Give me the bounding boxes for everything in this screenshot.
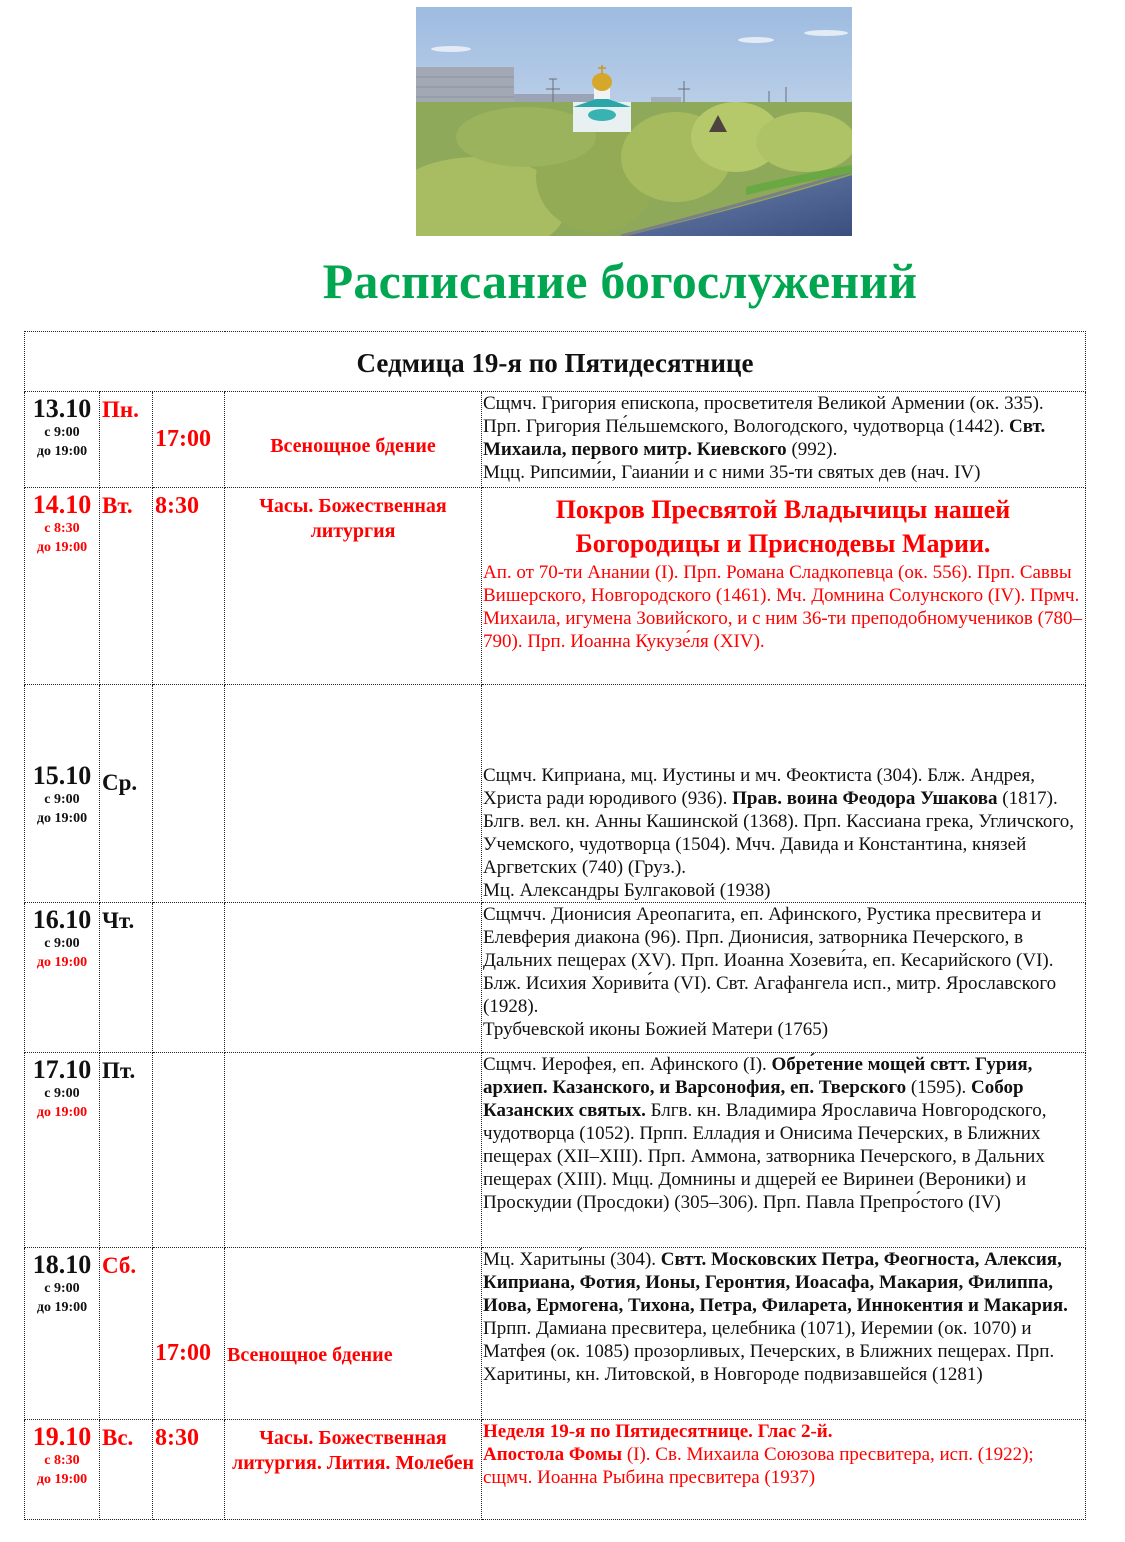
open-from: с 9:00 [44,425,80,440]
table-row [25,392,1086,488]
service-cell [225,488,482,685]
church-landscape-photo [416,7,852,236]
date: 14.10 [32,490,92,519]
saints-cell [482,1420,1086,1520]
open-from: с 9:00 [44,936,80,951]
weekday-cell [100,903,153,1053]
weekday-cell [100,1248,153,1420]
saints-cell [482,392,1086,488]
saints-cell [482,488,1086,685]
date-cell [25,1053,100,1248]
saints-text: (992). [786,439,838,460]
table-row [25,1248,1086,1420]
saints-text: Мц. Александры Булгаковой (1938) [483,880,771,901]
open-to: до 19:00 [36,1472,88,1487]
service-time: 17:00 [155,1340,211,1366]
saints-cell [482,685,1086,903]
service-cell [225,392,482,488]
saints-text-bold: Апостола Фомы [483,1444,623,1465]
open-from: с 9:00 [44,792,80,807]
table-row [25,1420,1086,1520]
saints-cell [482,903,1086,1053]
table-row [25,903,1086,1053]
date: 17.10 [32,1055,92,1084]
time-cell [153,685,225,903]
saints-text: (I). Св. Михаила Союзова пресвитера, исп. (1922); сщмч. Иоанна Рыбина пресвитера (1937) [483,1444,1034,1488]
saints-text-bold: Собор Казанских святых. [483,1077,1024,1121]
weekday: Ср. [102,769,138,795]
saints-text: Трубчевской иконы Божией Матери (1765) [483,1019,829,1040]
time-cell [153,1420,225,1520]
saints-text: (1595). [906,1077,972,1098]
weekday-cell [100,392,153,488]
weekday: Вс. [102,1425,134,1450]
weekday: Вт. [102,493,133,518]
time-cell [153,488,225,685]
table-row [25,685,1086,903]
saints-text: Сщмч. Григория епископа, просветителя Великой Армении (ок. 335). Прп. Григория Пе́льшемского, Вологодского, чудотворца (1442). [483,393,1044,437]
date-cell [25,1420,100,1520]
saints-text: Блгв. кн. Владимира Ярославича Новгородского, чудотворца (1052). Прпп. Елладия и Онисима Печерских, в Ближних пещерах (XII–XIII). Прп. Аммона, затворника Печерского, в Дальних пещерах (XIII). Мцц. Домнины и дщерей ее Виринеи (Вероники) и Проскудии (Просдоки) (305–306). Прп. Павла Препро́стого (IV) [483,1100,1047,1213]
weekday-cell [100,488,153,685]
weekday: Пт. [102,1058,136,1083]
service-cell [225,1420,482,1520]
weekday-cell [100,685,153,903]
service-time: 17:00 [155,426,211,452]
date-cell [25,392,100,488]
week-header-row [25,332,1086,392]
open-from: с 9:00 [44,1281,80,1296]
service-name: Часы. Божественная литургия. Лития. Молебен [231,1427,475,1474]
saints-text-bold: Свт. Михаила, первого митр. Киевского [483,416,1046,460]
saints-text: Сщмчч. Дионисия Ареопагита, еп. Афинского, Рустика пресвитера и Елевферия диакона (96). Прп. Дионисия, затворника Печерского, в Дальних пещерах (XV). Прп. Иоанна Хозеви́та, еп. Кесарийского (VI). Блж. Исихия Хориви́та (VI). Свт. Агафангела исп., митр. Ярославского (1928). [483,904,1057,1017]
open-from: с 8:30 [44,521,80,536]
open-to: до 19:00 [36,444,88,459]
time-cell [153,392,225,488]
service-cell [225,685,482,903]
date-cell [25,685,100,903]
open-to: до 19:00 [36,540,88,555]
saints-text: Сщмч. Киприана, мц. Иустины и мч. Феоктиста (304). Блж. Андрея, Христа ради юродивого (936). [483,765,1036,809]
date: 13.10 [32,394,92,423]
date: 16.10 [32,905,92,934]
open-to: до 19:00 [36,811,88,826]
schedule-table [24,331,1086,1520]
saints-text: Прпп. Дамиана пресвитера, целебника (1071), Иеремии (ок. 1070) и Матфея (ок. 1085) прозорливых, Печерских, в Ближних пещерах. Прп. Харитины, кн. Литовской, в Новгороде подвизавшейся (1281) [483,1318,1055,1385]
open-to: до 19:00 [36,955,88,970]
time-cell [153,1053,225,1248]
date-cell [25,903,100,1053]
page-title: Расписание богослужений [322,253,918,309]
service-name: Всенощное бдение [227,1344,393,1366]
open-from: с 9:00 [44,1086,80,1101]
feast-title: Покров Пресвятой Владычицы нашей Богородицы и Приснодевы Марии. [555,495,1011,558]
service-name: Всенощное бдение [270,435,436,457]
saints-text-bold: Неделя 19-я по Пятидесятнице. Глас 2-й. [483,1421,833,1442]
church-landscape-icon [416,7,852,236]
date: 15.10 [32,761,92,790]
saints-text-bold: Прав. воина Феодора Ушакова [732,788,998,809]
table-row [25,488,1086,685]
service-cell [225,1053,482,1248]
week-title: Седмица 19-я по Пятидесятнице [25,332,1086,392]
saints-text-bold: Свтт. Московских Петра, Феогноста, Алексия, Киприана, Фотия, Ионы, Геронтия, Иоасафа, Макария, Филиппа, Иова, Ермогена, Тихона, Петра, Филарета, Иннокентия и Макария. [483,1249,1068,1316]
weekday-cell [100,1053,153,1248]
service-name: Часы. Божественная литургия [259,495,447,542]
saints-text: Мц. Хариты́ны (304). [483,1249,661,1270]
open-from: с 8:30 [44,1453,80,1468]
service-time: 8:30 [155,1425,199,1451]
open-to: до 19:00 [36,1105,88,1120]
date-cell [25,488,100,685]
weekday: Чт. [102,908,135,933]
service-cell [225,1248,482,1420]
service-cell [225,903,482,1053]
saints-cell [482,1248,1086,1420]
open-to: до 19:00 [36,1300,88,1315]
date: 19.10 [32,1422,92,1451]
date: 18.10 [32,1250,92,1279]
table-row [25,1053,1086,1248]
weekday: Сб. [102,1253,137,1278]
weekday: Пн. [102,397,139,422]
time-cell [153,1248,225,1420]
date-cell [25,1248,100,1420]
saints-text: Мцц. Рипсими́и, Гаиани́и и с ними 35-ти святых дев (нач. IV) [483,462,981,483]
saints-cell [482,1053,1086,1248]
saints-text: Ап. от 70-ти Анании (I). Прп. Романа Сладкопевца (ок. 556). Прп. Саввы Вишерского, Новгородского (1461). Мч. Домнина Солунского (IV). Прмч. Михаила, игумена Зовийского, и с ним 36-ти преподобномучеников (780–790). Прп. Иоанна Кукузе́ля (XIV). [483,562,1082,652]
saints-text: (1817). Блгв. вел. кн. Анны Кашинской (1368). Прп. Кассиана грека, Угличского, Учемского, чудотворца (1504). Мчч. Давида и Константина, князей Аргветских (740) (Груз.). [483,788,1074,878]
saints-text: Сщмч. Иерофея, еп. Афинского (I). [483,1054,772,1075]
service-time: 8:30 [155,493,199,519]
weekday-cell [100,1420,153,1520]
time-cell [153,903,225,1053]
saints-text-bold: Обре́тение мощей свтт. Гурия, архиеп. Казанского, и Варсонофия, еп. Тверского [483,1054,1033,1098]
